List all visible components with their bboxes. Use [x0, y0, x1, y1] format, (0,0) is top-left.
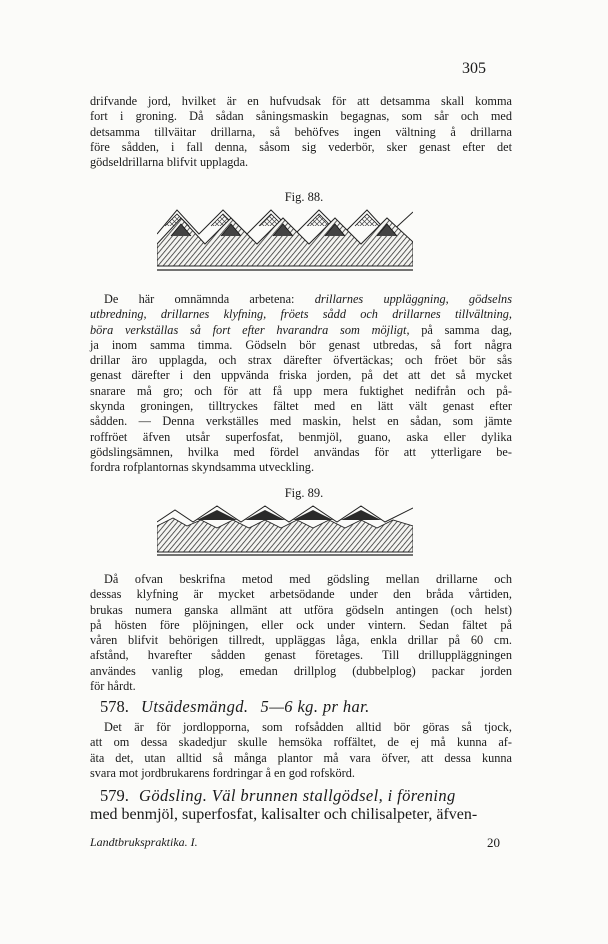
- text-line: för hårdt.: [90, 679, 136, 694]
- text-line: brukas numera ganska allmänt att utföra gödseln antingen (och helst): [90, 602, 512, 617]
- text-line: drillar äro upplagda, och strax därefter öfvertäckas; och fröet bör sås: [90, 353, 512, 368]
- text-line: äta det, utan alltid så många plantor må vara öfver, att dessa kunna: [90, 750, 512, 765]
- text-plain: De här omnämnda arbetena:: [104, 292, 315, 306]
- text-line: drifvande jord, hvilket är en hufvudsak för att detsamma skall komma: [90, 94, 512, 108]
- text-italic: drillarnes uppläggning, gödselns: [314, 292, 512, 306]
- footer-book-title: Landtbrukspraktika. I.: [90, 835, 198, 849]
- text-line: dessas klyfning är mycket arbetsödande under den bråda vårtiden,: [90, 587, 512, 602]
- section-number: 579.: [100, 786, 129, 805]
- figure-88-illustration: [157, 204, 413, 272]
- section-579-continuation: med benmjöl, superfosfat, kalisalter och chilisalpeter, äfven-: [90, 806, 478, 823]
- paragraph-fleas: [90, 720, 512, 781]
- text-line: Då ofvan beskrifna metod med gödsling mellan drillarne och: [104, 572, 512, 586]
- text-line: ja inom samma timma. Gödseln bör genast utbredas, så fort några: [90, 337, 512, 352]
- figure-88-caption: Fig. 88.: [284, 190, 324, 204]
- text-line: [90, 292, 512, 307]
- text-line: svara mot jordbrukarens fordringar å en god rofskörd.: [90, 765, 355, 780]
- text-line: på hösten före plöjningen, eller ock under vintern. Sedan fältet på: [90, 617, 512, 632]
- page-footer: [90, 835, 500, 850]
- text-line: afstånd, hvarefter sådden genast företages. Till drilluppläggningen: [90, 648, 512, 663]
- text-line: roffröet äfven utsår superfosfat, benmjöl, guano, aska eller dylika: [90, 429, 512, 444]
- section-amount: 5—6 kg. pr har.: [260, 697, 370, 716]
- text-line: gödseldrillarna blifvit upplagda.: [90, 155, 249, 170]
- section-number: 578.: [100, 697, 129, 716]
- text-line: fordra rofplantornas skyndsamma utveckling.: [90, 460, 315, 475]
- section-578-heading: [90, 697, 512, 716]
- page-number: 305: [462, 60, 486, 77]
- text-line: utbredning, drillarnes klyfning, fröets sådd och drillarnes tillvältning,: [90, 307, 512, 322]
- signature-mark: 20: [487, 835, 500, 850]
- text-italic: böra verkställas så fort efter hvarandra som möjligt,: [90, 322, 410, 337]
- text-line: genast därefter i den uppvända friska jorden, på det att det så mycket: [90, 368, 512, 383]
- paragraph-method: [90, 572, 512, 694]
- text-line: snarare må gro; och för att få upp mera fuktighet nedifrån och på-: [90, 383, 512, 398]
- text-line: gödslingsämnen, hvilka med fördel användas för att ytterligare be-: [90, 444, 512, 459]
- paragraph-work-order: [90, 292, 512, 476]
- text-line: sådden. — Denna verkställes med maskin, helst en sådan, som jämte: [90, 414, 512, 429]
- text-line: skynda groningen, tilltryckes fältet med en lätt vält genast efter: [90, 399, 512, 414]
- section-text: Gödsling. Väl brunnen stallgödsel, i förening: [139, 786, 456, 805]
- text-line: före sådden, i fall denna, såsom sig vederbör, sker genast efter det: [90, 139, 512, 154]
- text-line: detsamma tillväitar drillarna, så behöfves ingen vältning å drillarna: [90, 124, 512, 139]
- text-line: [90, 323, 512, 338]
- figure-89-caption: Fig. 89.: [284, 486, 324, 500]
- text-line: våren blifvit behörigen tillredt, uppläggas låga, enkla drillar på 60 cm.: [90, 633, 512, 648]
- section-title: Utsädesmängd.: [141, 697, 249, 716]
- paragraph-intro: [90, 94, 512, 170]
- text-line: Det är för jordlopporna, som rofsådden alltid bör göras så tjock,: [104, 720, 512, 734]
- text-line: att om dessa skadedjur skulle hemsöka roffältet, de ej må kunna af-: [90, 735, 512, 750]
- figure-89-illustration: [157, 502, 413, 558]
- text-line: användes vanlig plog, emedan drillplog (dubbelplog) packar jorden: [90, 663, 512, 678]
- text-plain: på samma dag,: [409, 322, 512, 337]
- section-579-heading: [90, 786, 512, 805]
- text-line: fort i groning. Då sådan såningsmaskin begagnas, som sår och med: [90, 109, 512, 124]
